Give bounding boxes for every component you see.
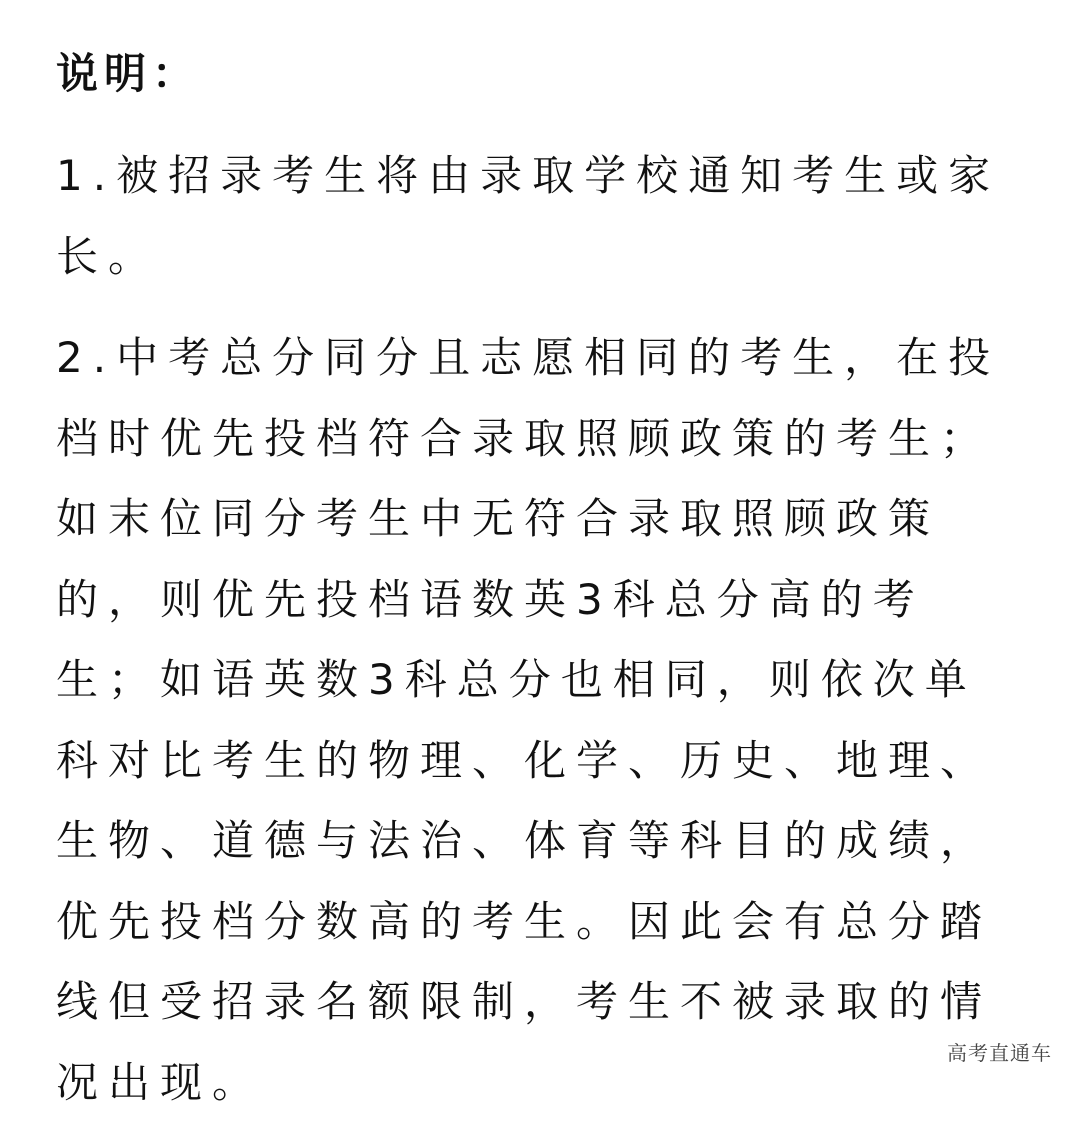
- watermark-text: 高考直通车: [947, 1041, 1052, 1065]
- note-item-2: 2.中考总分同分且志愿相同的考生，在投档时优先投档符合录取照顾政策的考生；如末位同分考生中无符合录取照顾政策的，则优先投档语数英3科总分高的考生；如语英数3科总分也相同，则依次单科对比考生的物理、化学、历史、地理、生物、道德与法治、体育等科目的成绩，优先投档分数高的考生。因此会有总分踏线但受招录名额限制，考生不被录取的情况出现。: [56, 333, 1001, 1107]
- section-heading: 说明：: [56, 49, 201, 98]
- note-item-1: 1.被招录考生将由录取学校通知考生或家长。: [56, 151, 1001, 281]
